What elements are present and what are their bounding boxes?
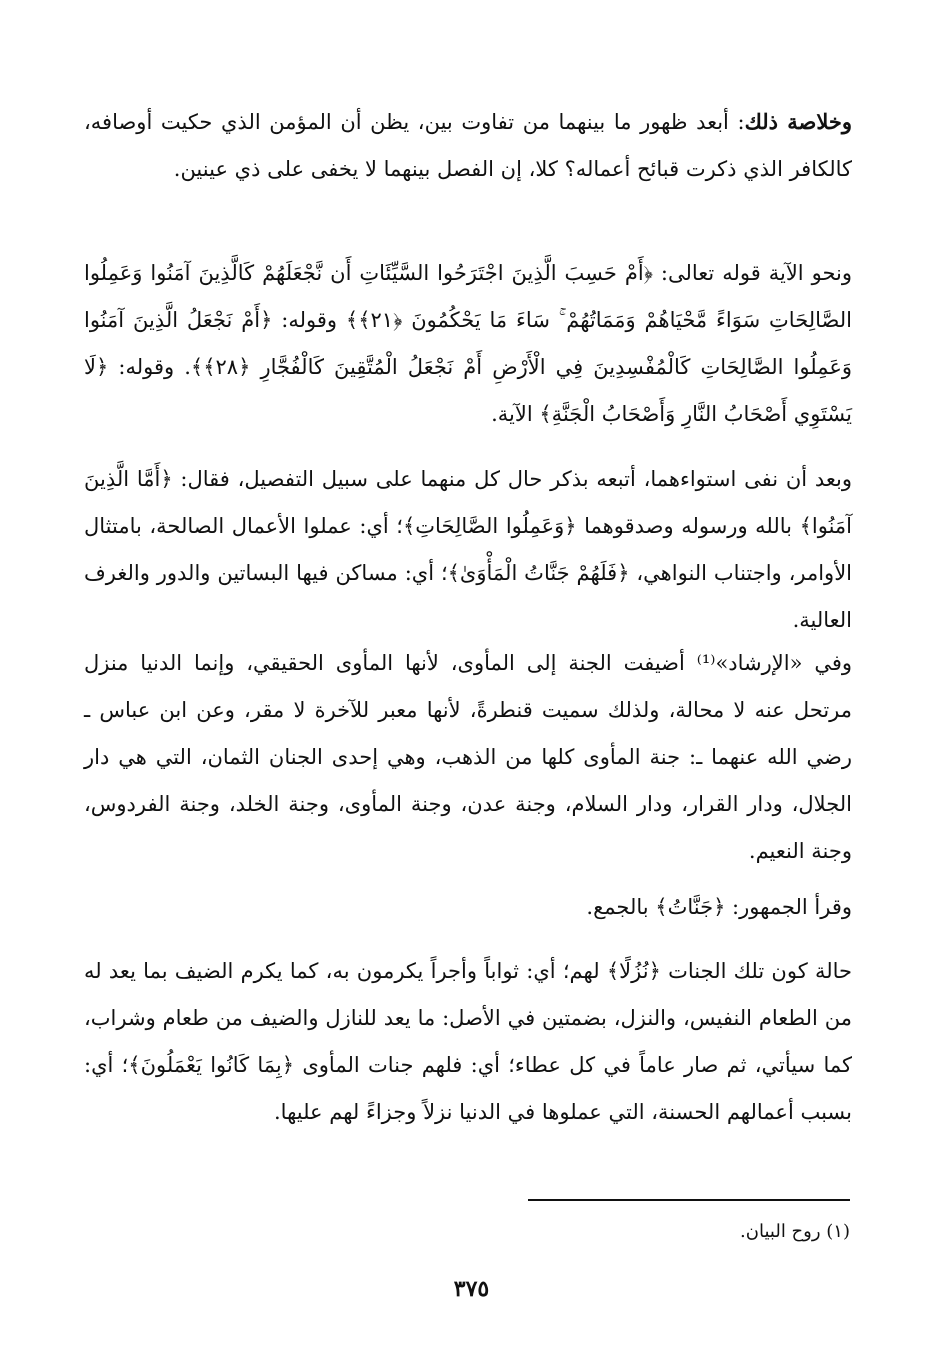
paragraph-nuzul: حالة كون تلك الجنات ﴿نُزُلًا﴾ لهم؛ أي: ثواباً وأجراً يكرمون به، كما يكرم الضيف بما يعد له من الطعام النفيس، والنزل، بضمتين في الأصل: ما يعد للنازل والضيف من طعام وشراب، كما سيأتي، ثم صار عاماً في كل عطاء؛ أي: فلهم جنات المأوى ﴿بِمَا كَانُوا يَعْمَلُونَ﴾؛ أي: بسبب أعمالهم الحسنة، التي عملوها في الدنيا نزلاً وجزاءً لهم عليها. xyxy=(84,959,852,1124)
paragraph-summary xyxy=(84,98,852,193)
paragraph-irshad: وفي «الإرشاد»⁽¹⁾ أضيفت الجنة إلى المأوى، لأنها المأوى الحقيقي، وإنما الدنيا منزل مرتحل عنه لا محالة، ولذلك سميت قنطرةً، لأنها معبر للآخرة لا مقر، وعن ابن عباس ـ رضي الله عنهما ـ: جنة المأوى كلها من الذهب، وهي إحدى الجنان الثمان، التي هي دار الجلال، ودار القرار، ودار السلام، وجنة عدن، وجنة المأوى، وجنة الخلد، وجنة الفردوس، وجنة النعيم. xyxy=(84,651,853,863)
paragraph-lead: وخلاصة ذلك xyxy=(744,109,852,134)
footnote-divider xyxy=(528,1199,850,1201)
paragraph-verses: ونحو الآية قوله تعالى: ﴿أَمْ حَسِبَ الَّذِينَ اجْتَرَحُوا السَّيِّئَاتِ أَن نَّجْعَلَهُمْ كَالَّذِينَ آمَنُوا وَعَمِلُوا الصَّالِحَاتِ سَوَاءً مَّحْيَاهُمْ وَمَمَاتُهُمْ ۚ سَاءَ مَا يَحْكُمُونَ ﴿٢١﴾﴾ وقوله: ﴿أَمْ نَجْعَلُ الَّذِينَ آمَنُوا وَعَمِلُوا الصَّالِحَاتِ كَالْمُفْسِدِينَ فِي الْأَرْضِ أَمْ نَجْعَلُ الْمُتَّقِينَ كَالْفُجَّارِ ﴿٢٨﴾﴾. وقوله: ﴿لَا يَسْتَوِي أَصْحَابُ النَّارِ وَأَصْحَابُ الْجَنَّةِ﴾ الآية. xyxy=(84,261,853,426)
page-number: ٣٧٥ xyxy=(453,1276,490,1302)
footnote: (١) روح البيان. xyxy=(740,1221,850,1242)
paragraph-text: : أبعد ظهور ما بينهما من تفاوت بين، يظن أن المؤمن الذي حكيت أوصافه، كالكافر الذي ذكرت قبائح أعماله؟ كلا، إن الفصل بينهما لا يخفى على ذي عينين. xyxy=(84,110,852,181)
paragraph-details: وبعد أن نفى استواءهما، أتبعه بذكر حال كل منهما على سبيل التفصيل، فقال: ﴿أَمَّا الَّذِينَ آمَنُوا﴾ بالله ورسوله وصدقوهما ﴿وَعَمِلُوا الصَّالِحَاتِ﴾؛ أي: عملوا الأعمال الصالحة، بامتثال الأوامر، واجتناب النواهي، ﴿فَلَهُمْ جَنَّاتُ الْمَأْوَىٰ﴾؛ أي: مساكن فيها البساتين والدور والغرف العالية. xyxy=(84,467,852,632)
paragraph-reading: وقرأ الجمهور: ﴿جَنَّاتُ﴾ بالجمع. xyxy=(586,895,852,919)
